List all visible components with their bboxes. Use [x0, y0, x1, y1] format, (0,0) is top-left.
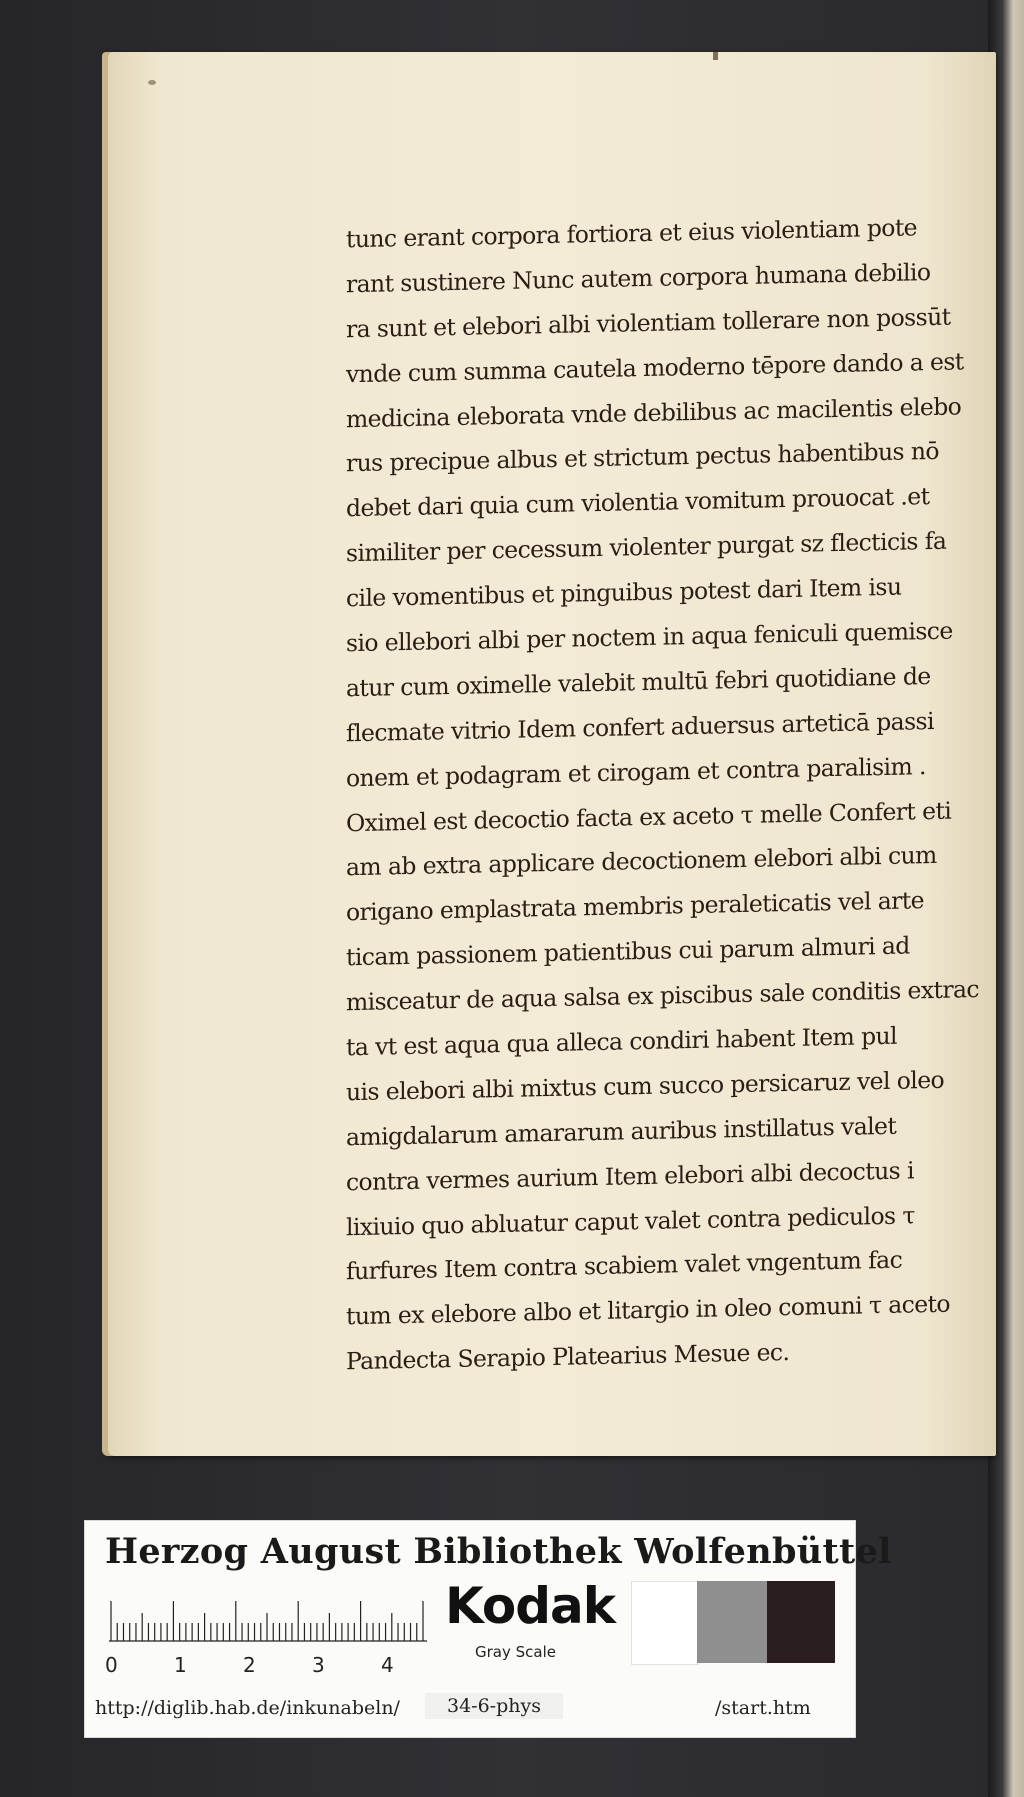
text-line: am ab extra applicare decoctionem elebori albi cum	[346, 841, 937, 882]
ruler-label: 0	[105, 1653, 118, 1677]
text-line: flecmate vitrio Idem confert aduersus arteticā passi	[346, 706, 934, 748]
text-line: tunc erant corpora fortiora et eius violentiam pote	[346, 213, 917, 254]
swatch-gray	[697, 1581, 767, 1663]
text-line: cile vomentibus et pinguibus potest dari Item isu	[346, 572, 902, 613]
text-line: Pandecta Serapio Platearius Mesue ec.	[346, 1338, 790, 1376]
text-line: misceatur de aqua salsa ex piscibus sale conditis extrac	[346, 975, 979, 1017]
url-id: 34-6-phys	[425, 1693, 563, 1719]
swatch-white	[631, 1581, 699, 1665]
brand-subtitle: Gray Scale	[475, 1643, 556, 1661]
swatch-black	[767, 1581, 835, 1663]
scale-ruler	[105, 1597, 427, 1683]
text-line: atur cum oximelle valebit multū febri quotidiane de	[346, 661, 931, 703]
text-line: origano emplastrata membris peraleticatis vel arte	[346, 886, 924, 927]
text-line: medicina eleborata vnde debilibus ac macilentis elebo	[346, 391, 962, 433]
text-line: uis elebori albi mixtus cum succo persicaruz vel oleo	[346, 1065, 945, 1107]
ruler-label: 1	[174, 1653, 187, 1677]
text-line: sio ellebori albi per noctem in aqua feniculi quemisce	[346, 616, 953, 658]
text-line: vnde cum summa cautela moderno tēpore dando a est	[346, 346, 964, 388]
text-line: ra sunt et elebori albi violentiam tollerare non possūt	[346, 302, 951, 344]
color-target-card	[84, 1520, 892, 1738]
text-line: ticam passionem patientibus cui parum almuri ad	[346, 931, 910, 972]
text-line: lixiuio quo abluatur caput valet contra pediculos τ	[346, 1200, 915, 1241]
text-line: ta vt est aqua qua alleca condiri habent Item pul	[346, 1021, 897, 1062]
institution-title: Herzog August Bibliothek Wolfenbüttel	[105, 1531, 892, 1572]
text-line: furfures Item contra scabiem valet vngentum fac	[346, 1246, 903, 1286]
text-line: tum ex elebore albo et litargio in oleo comuni τ aceto	[346, 1289, 950, 1331]
kodak-logo	[425, 1577, 665, 1677]
text-line: contra vermes aurium Item elebori albi decoctus i	[346, 1156, 914, 1196]
text-line: rus precipue albus et strictum pectus habentibus nō	[346, 437, 939, 478]
text-line: similiter per cecessum violenter purgat sz flecticis fa	[346, 526, 947, 568]
page-stain	[713, 52, 718, 60]
ruler-label: 3	[312, 1653, 325, 1677]
text-line: Oximel est decoctio facta ex aceto τ melle Confert eti	[346, 796, 952, 837]
url-base: http://diglib.hab.de/inkunabeln/	[95, 1697, 400, 1719]
text-line: amigdalarum amararum auribus instillatus valet	[346, 1111, 897, 1152]
ruler-label: 2	[243, 1653, 256, 1677]
ruler-ticks-icon	[109, 1597, 427, 1653]
text-line: debet dari quia cum violentia vomitum prouocat .et	[346, 482, 930, 523]
text-line: rant sustinere Nunc autem corpora humana debilio	[346, 257, 931, 299]
page-stain	[148, 80, 156, 85]
text-line: onem et podagram et cirogam et contra paralisim .	[346, 751, 926, 792]
printed-text	[346, 212, 979, 1379]
ruler-label: 4	[381, 1653, 394, 1677]
url-suffix: /start.htm	[715, 1697, 811, 1719]
book-page	[108, 52, 996, 1456]
brand-name: Kodak	[445, 1577, 615, 1635]
